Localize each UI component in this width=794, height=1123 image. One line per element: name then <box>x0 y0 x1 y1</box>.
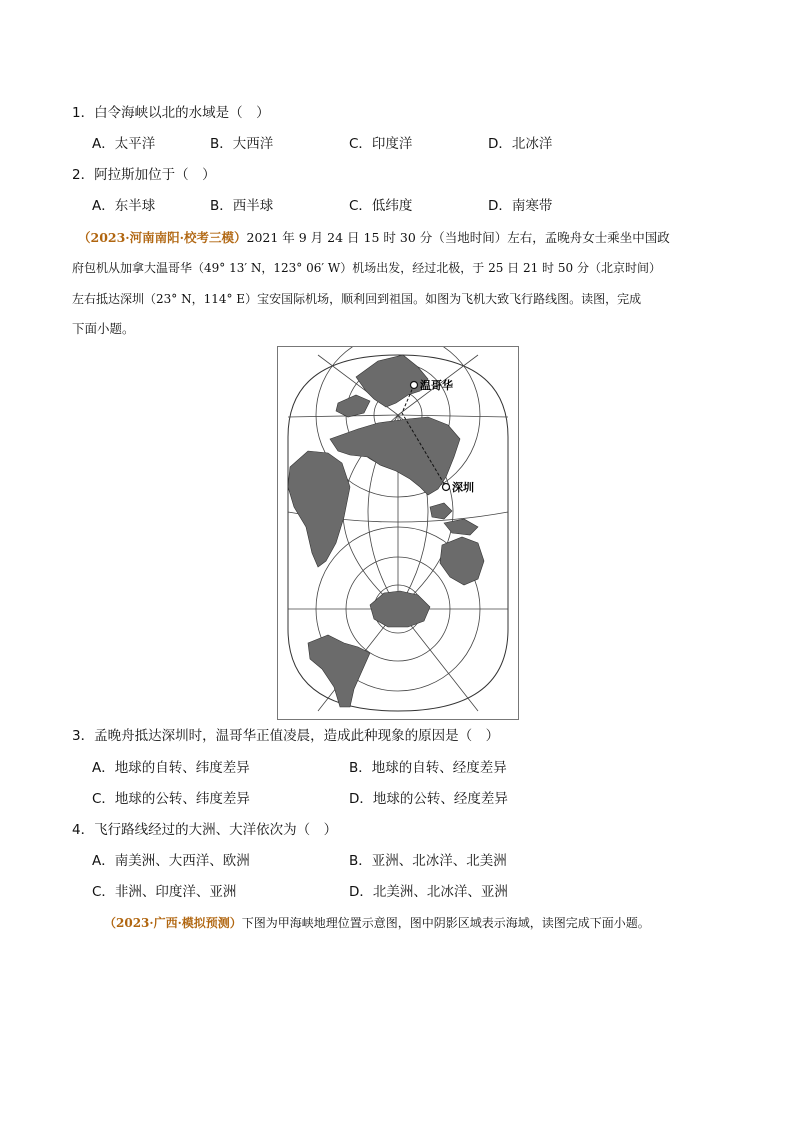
landmass-se-asia-islands <box>430 503 452 519</box>
q4-stem: 4．飞行路线经过的大洲、大洋依次为（ ） <box>72 822 338 838</box>
landmass-greenland <box>336 395 370 417</box>
q3-stem: 3．孟晚舟抵达深圳时，温哥华正值凌晨，造成此种现象的原因是（ ） <box>72 728 500 744</box>
landmass-africa <box>288 451 350 567</box>
q2-option-d[interactable]: D．南寒带 <box>488 198 553 214</box>
q3-option-c[interactable]: C．地球的公转、纬度差异 <box>92 791 250 807</box>
q1-option-d[interactable]: D．北冰洋 <box>488 136 553 152</box>
passage1-line2: 府包机从加拿大温哥华（49° 13′ N，123° 06′ W）机场出发，经过北极，于 25 日 21 时 50 分（北京时间） <box>72 261 661 275</box>
q2-stem: 2．阿拉斯加位于（ ） <box>72 167 216 183</box>
landmass-eurasia <box>330 417 460 495</box>
q2-option-a[interactable]: A．东半球 <box>92 198 156 214</box>
passage1-text1: 2021 年 9 月 24 日 15 时 30 分（当地时间）左右，孟晚舟女士乘坐中国政 <box>246 230 670 245</box>
shenzhen-label: 深圳 <box>452 481 474 494</box>
q1-option-b[interactable]: B．大西洋 <box>210 136 274 152</box>
map-svg <box>278 347 518 719</box>
shenzhen-marker-icon <box>443 484 450 491</box>
landmass-indonesia <box>444 519 478 535</box>
passage2-text: 下图为甲海峡地理位置示意图，图中阴影区域表示海域，读图完成下面小题。 <box>241 916 650 930</box>
q1-option-a[interactable]: A．太平洋 <box>92 136 156 152</box>
landmass-antarctica <box>370 591 430 627</box>
vancouver-marker-icon <box>411 382 418 389</box>
q1-stem: 1．白令海峡以北的水域是（ ） <box>72 105 270 121</box>
passage1-line1 <box>78 229 670 247</box>
q4-option-d[interactable]: D．北美洲、北冰洋、亚洲 <box>349 884 508 900</box>
passage1-source: （2023·河南南阳·校考三模） <box>78 230 247 245</box>
q3-option-a[interactable]: A．地球的自转、纬度差异 <box>92 760 250 776</box>
landmass-australia <box>440 537 484 585</box>
flight-route-map <box>277 346 519 720</box>
q2-option-c[interactable]: C．低纬度 <box>349 198 413 214</box>
vancouver-label: 温哥华 <box>420 379 453 392</box>
passage2-line <box>104 914 650 932</box>
landmasses <box>288 355 484 707</box>
q3-option-b[interactable]: B．地球的自转、经度差异 <box>349 760 507 776</box>
passage1-line3: 左右抵达深圳（23° N，114° E）宝安国际机场，顺利回到祖国。如图为飞机大致飞行路线图。读图，完成 <box>72 292 642 306</box>
q4-option-c[interactable]: C．非洲、印度洋、亚洲 <box>92 884 237 900</box>
passage2-source: （2023·广西·模拟预测） <box>104 916 242 930</box>
landmass-north-america <box>356 355 428 407</box>
q2-option-b[interactable]: B．西半球 <box>210 198 274 214</box>
q1-option-c[interactable]: C．印度洋 <box>349 136 413 152</box>
q3-option-d[interactable]: D．地球的公转、经度差异 <box>349 791 508 807</box>
passage1-line4: 下面小题。 <box>72 321 135 336</box>
q4-option-b[interactable]: B．亚洲、北冰洋、北美洲 <box>349 853 507 869</box>
q4-option-a[interactable]: A．南美洲、大西洋、欧洲 <box>92 853 250 869</box>
